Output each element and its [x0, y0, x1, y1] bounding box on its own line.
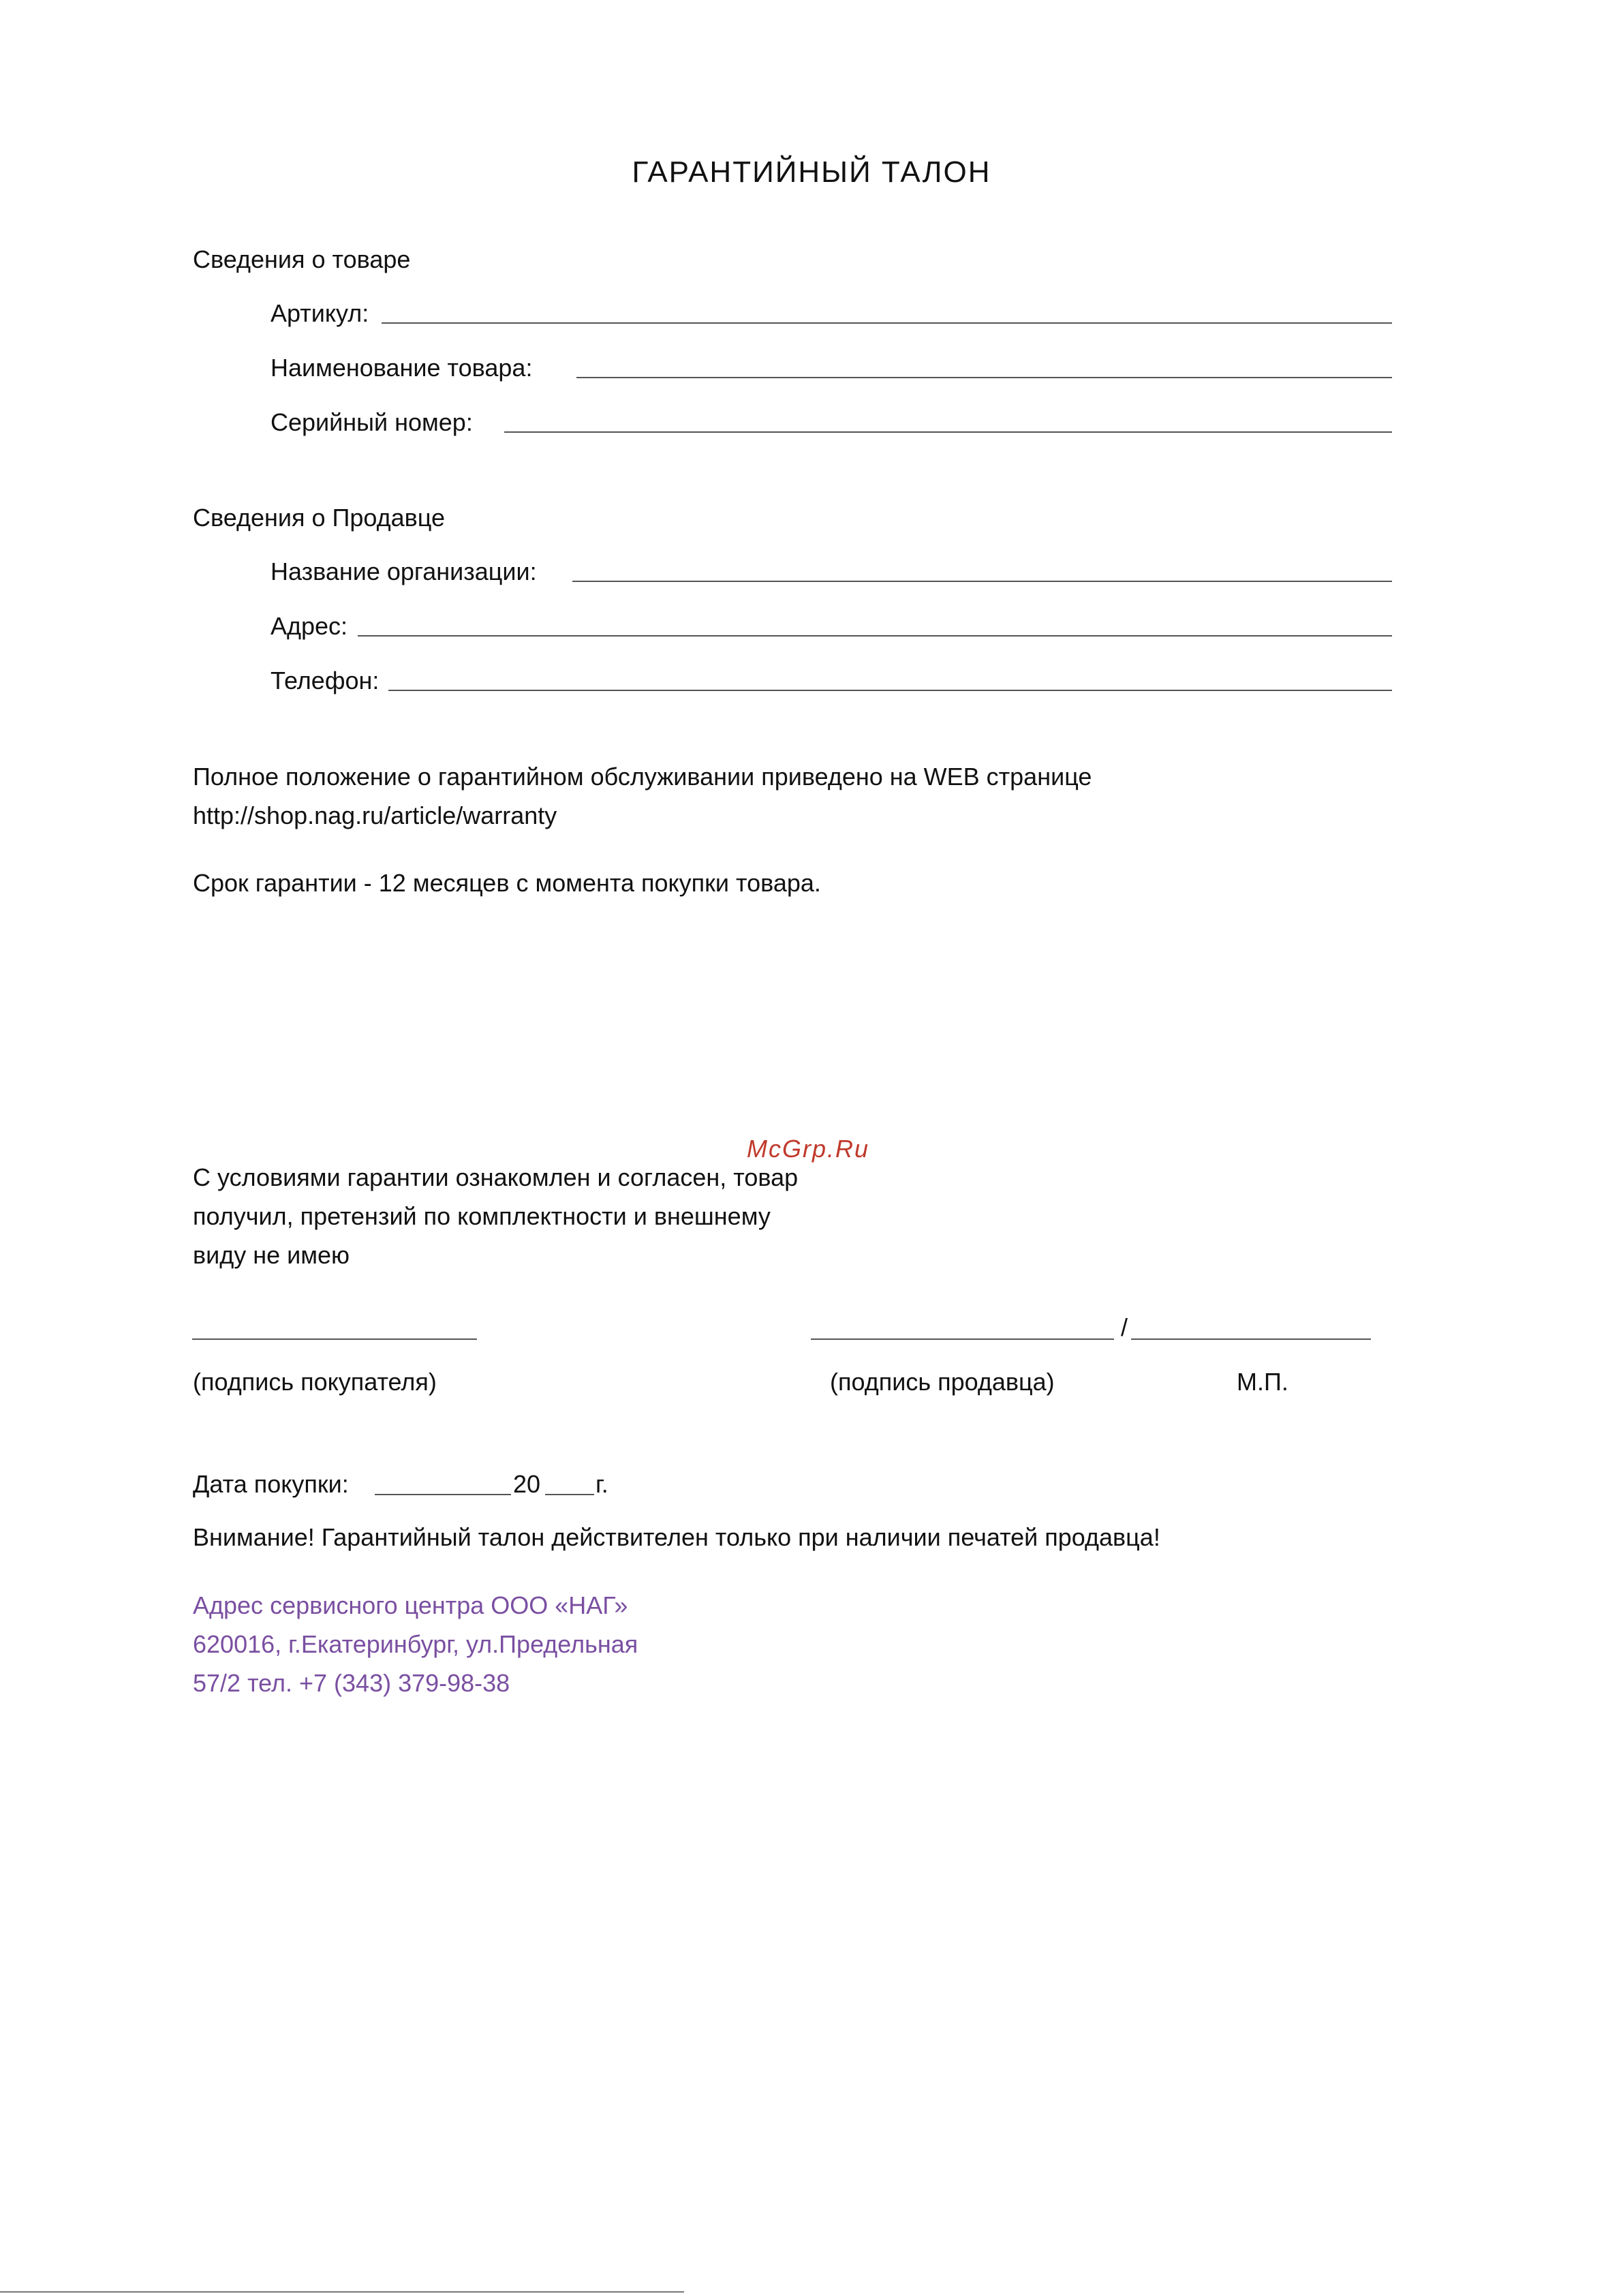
product-section-heading: Сведения о товаре: [193, 245, 411, 273]
warranty-url-link[interactable]: http://shop.nag.ru/article/warranty: [193, 801, 557, 829]
watermark: McGrp.Ru: [747, 1135, 870, 1163]
purchase-year-prefix: 20: [513, 1470, 541, 1498]
buyer-signature-label: (подпись покупателя): [193, 1368, 437, 1396]
seller-name-field[interactable]: [1131, 1338, 1371, 1340]
address-field[interactable]: [358, 635, 1392, 637]
organization-field[interactable]: [572, 581, 1392, 582]
service-center-line-2: 620016, г.Екатеринбург, ул.Предельная: [193, 1630, 638, 1658]
warranty-term-text: Срок гарантии - 12 месяцев с момента покупки товара.: [193, 869, 821, 897]
article-field[interactable]: [382, 322, 1392, 324]
phone-field[interactable]: [388, 690, 1392, 691]
phone-label: Телефон:: [270, 667, 380, 694]
product-name-label: Наименование товара:: [270, 354, 533, 382]
service-center-line-3: 57/2 тел. +7 (343) 379-98-38: [193, 1669, 510, 1697]
article-label: Артикул:: [270, 299, 369, 327]
bottom-divider: [0, 2291, 684, 2293]
organization-label: Название организации:: [270, 557, 537, 585]
agreement-line-3: виду не имею: [193, 1241, 350, 1269]
seller-signature-field[interactable]: [811, 1338, 1114, 1340]
validity-notice: Внимание! Гарантийный талон действителен только при наличии печатей продавца!: [193, 1523, 1160, 1551]
product-name-field[interactable]: [576, 377, 1392, 378]
service-center-line-1: Адрес сервисного центра ООО «НАГ»: [193, 1591, 628, 1619]
agreement-line-1: С условиями гарантии ознакомлен и согласен, товар: [193, 1163, 799, 1191]
buyer-signature-field[interactable]: [192, 1338, 477, 1340]
purchase-date-label: Дата покупки:: [193, 1470, 349, 1498]
serial-number-label: Серийный номер:: [270, 408, 473, 436]
stamp-label: М.П.: [1237, 1368, 1288, 1396]
purchase-year-suffix: г.: [596, 1470, 608, 1498]
purchase-year-field[interactable]: [545, 1494, 594, 1495]
address-label: Адрес:: [270, 612, 348, 640]
serial-number-field[interactable]: [504, 431, 1392, 433]
warranty-info-text: Полное положение о гарантийном обслуживании приведено на WEB странице: [193, 763, 1092, 791]
agreement-line-2: получил, претензий по комплектности и внешнему: [193, 1202, 771, 1230]
seller-section-heading: Сведения о Продавце: [193, 504, 446, 532]
page-title: ГАРАНТИЙНЫЙ ТАЛОН: [632, 155, 991, 189]
purchase-date-field[interactable]: [375, 1494, 511, 1495]
signature-separator: /: [1121, 1313, 1128, 1341]
seller-signature-label: (подпись продавца): [830, 1368, 1055, 1396]
